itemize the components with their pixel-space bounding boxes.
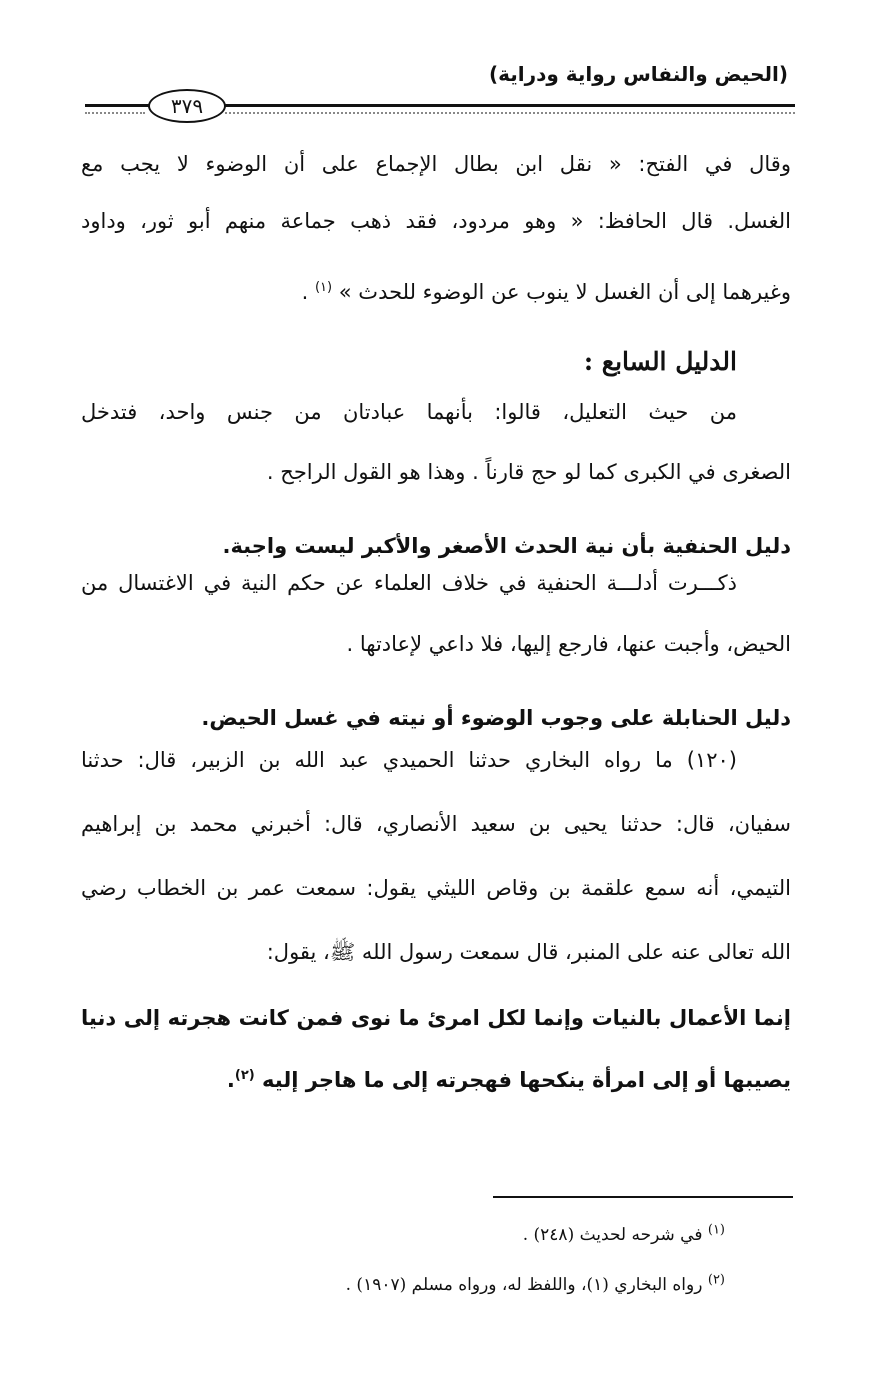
hanafi-line-1: ذكـــرت أدلـــة الحنفية في خلاف العلماء عن حكم النية في الاغتسال من [81,571,737,595]
hanbali-line-3: التيمي، أنه سمع علقمة بن وقاص الليثي يقول: سمعت عمر بن الخطاب رضي [81,876,791,900]
paragraph-1-line-3-end: . [301,280,309,304]
heading-hanbali-evidence: دليل الحنابلة على وجوب الوضوء أو نيته في غسل الحيض. [201,706,791,730]
header-dotted-rule [225,112,795,114]
seventh-line-1: من حيث التعليل، قالوا: بأنهما عبادتان من جنس واحد، فتدخل [81,400,737,424]
footnote-1-marker: (١) [707,1222,725,1238]
hanafi-line-2: الحيض، وأجبت عنها، فارجع إليها، فلا داعي لإعادتها . [346,632,791,656]
hanbali-line-1: (١٢٠) ما رواه البخاري حدثنا الحميدي عبد الله بن الزبير، قال: حدثنا [81,748,737,772]
hadith-line-1: إنما الأعمال بالنيات وإنما لكل امرئ ما نوى فمن كانت هجرته إلى دنيا [81,1006,791,1030]
heading-hanafi-evidence: دليل الحنفية بأن نية الحدث الأصغر والأكبر ليست واجبة. [222,534,791,558]
footnote-2 [346,1272,725,1298]
hadith-line-2-end: . [226,1068,235,1092]
seventh-line-2: الصغرى في الكبرى كما لو حج قارناً . وهذا هو القول الراجح . [266,460,791,484]
hanbali-line-4: الله تعالى عنه على المنبر، قال سمعت رسول الله ﷺ، يقول: [266,940,791,964]
footnote-separator [493,1196,793,1198]
paragraph-1-line-1: وقال في الفتح: « نقل ابن بطال الإجماع على أن الوضوء لا يجب مع [81,152,791,176]
paragraph-1-line-3 [302,276,791,308]
heading-seventh-evidence: الدليل السابع : [583,347,737,376]
paragraph-1-line-2: الغسل. قال الحافظ: « وهو مردود، فقد ذهب جماعة منهم أبو ثور، وداود [81,209,791,233]
hadith-line-2-text: يصيبها أو إلى امرأة ينكحها فهجرته إلى ما هاجر إليه [262,1068,791,1092]
running-title: (الحيض والنفاس رواية ودراية) [488,62,788,86]
footnote-2-text: رواه البخاري (١)، واللفظ له، ورواه مسلم (١٩٠٧) . [345,1275,708,1295]
footnote-ref-2: (٢) [234,1068,255,1083]
header-dotted-rule-left [85,112,145,114]
footnote-1-text: في شرحه لحديث (٢٤٨) . [522,1225,708,1245]
footnote-1 [523,1222,725,1248]
hanbali-line-2: سفيان، قال: حدثنا يحيى بن سعيد الأنصاري، قال: أخبرني محمد بن إبراهيم [81,812,791,836]
page-number: ٣٧٩ [148,89,226,123]
hadith-line-2 [227,1064,791,1096]
footnote-ref-1: (١) [314,280,333,295]
footnote-2-marker: (٢) [707,1272,725,1288]
paragraph-1-line-3-text: وغيرهما إلى أن الغسل لا ينوب عن الوضوء للحدث » [338,280,791,304]
